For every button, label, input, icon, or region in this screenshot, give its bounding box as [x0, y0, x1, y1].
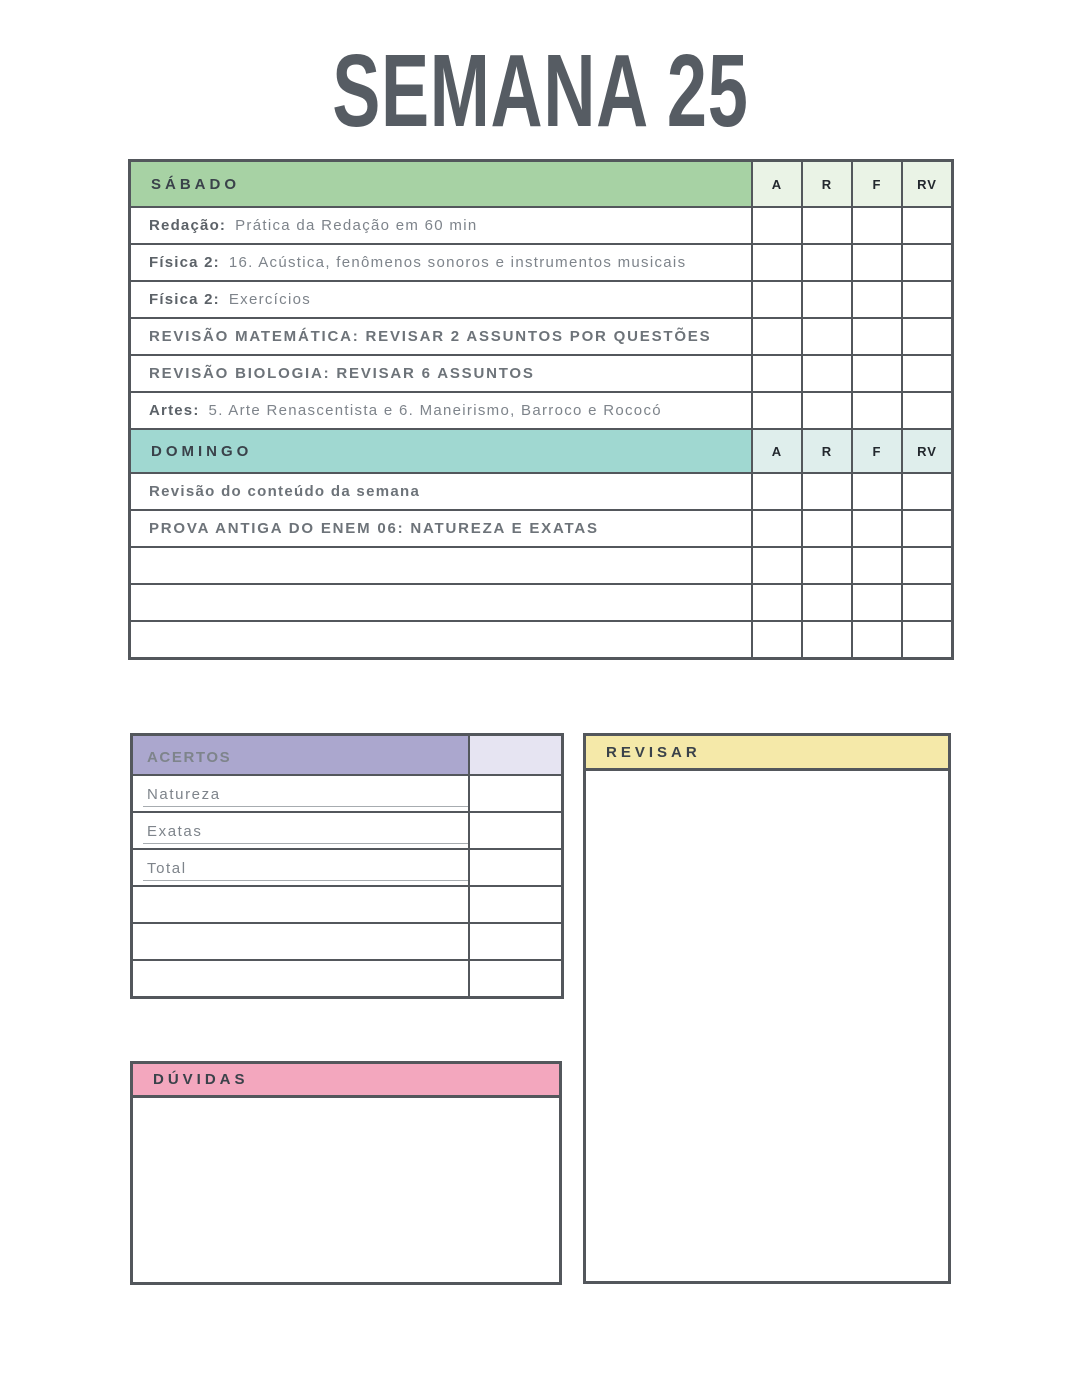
checkbox-rv-cell[interactable] [901, 511, 951, 546]
sabado-task-row-1 [131, 206, 951, 243]
check-col-header-rv: RV [901, 430, 951, 472]
sabado-task-row-3 [131, 280, 951, 317]
check-col-header-rv: RV [901, 162, 951, 206]
domingo-task-row-1 [131, 472, 951, 509]
checkbox-f-cell[interactable] [851, 319, 901, 354]
checkbox-f-cell[interactable] [851, 511, 901, 546]
acertos-header-score-cell [468, 736, 561, 774]
check-col-header-f: F [851, 430, 901, 472]
checkbox-a-cell[interactable] [751, 548, 801, 583]
acertos-value-cell[interactable] [468, 887, 561, 922]
acertos-row-label[interactable] [133, 924, 468, 959]
checkbox-r-cell[interactable] [801, 282, 851, 317]
checkbox-a-cell[interactable] [751, 245, 801, 280]
acertos-row-label: Total [133, 850, 468, 885]
acertos-header-label: ACERTOS [133, 736, 468, 774]
day-label: DOMINGO [131, 430, 751, 472]
checkbox-f-cell[interactable] [851, 245, 901, 280]
domingo-task-row-3 [131, 546, 951, 583]
checkbox-r-cell[interactable] [801, 474, 851, 509]
checkbox-r-cell[interactable] [801, 356, 851, 391]
checkbox-f-cell[interactable] [851, 393, 901, 428]
checkbox-rv-cell[interactable] [901, 548, 951, 583]
task-text-cell[interactable] [131, 622, 751, 657]
checkbox-f-cell[interactable] [851, 208, 901, 243]
revisar-box [583, 733, 951, 1284]
acertos-row-label[interactable] [133, 887, 468, 922]
task-text-cell [131, 208, 751, 243]
acertos-row-2 [133, 811, 561, 848]
domingo-header-row [131, 428, 951, 472]
task-label: PROVA ANTIGA DO ENEM 06: NATUREZA E EXATAS [149, 520, 599, 537]
checkbox-r-cell[interactable] [801, 511, 851, 546]
weekend-table [128, 159, 954, 660]
checkbox-r-cell[interactable] [801, 585, 851, 620]
task-text-cell [131, 393, 751, 428]
check-col-header-a: A [751, 162, 801, 206]
acertos-value-cell[interactable] [468, 813, 561, 848]
check-col-header-f: F [851, 162, 901, 206]
acertos-row-4 [133, 885, 561, 922]
task-text-cell [131, 511, 751, 546]
checkbox-rv-cell[interactable] [901, 585, 951, 620]
acertos-row-3 [133, 848, 561, 885]
checkbox-r-cell[interactable] [801, 208, 851, 243]
acertos-row-label[interactable] [133, 961, 468, 996]
checkbox-f-cell[interactable] [851, 548, 901, 583]
task-label: REVISÃO MATEMÁTICA: REVISAR 2 ASSUNTOS POR QUESTÕES [149, 328, 712, 345]
checkbox-r-cell[interactable] [801, 622, 851, 657]
acertos-value-cell[interactable] [468, 924, 561, 959]
sabado-task-row-5 [131, 354, 951, 391]
task-label: 5. Arte Renascentista e 6. Maneirismo, Barroco e Rococó [208, 402, 662, 419]
revisar-notes-area[interactable] [583, 768, 951, 1284]
acertos-header-row [133, 736, 561, 774]
checkbox-f-cell[interactable] [851, 622, 901, 657]
acertos-row-6 [133, 959, 561, 996]
task-prefix: Artes: [149, 402, 200, 419]
task-label: Prática da Redação em 60 min [235, 217, 478, 234]
checkbox-rv-cell[interactable] [901, 622, 951, 657]
task-prefix: Física 2: [149, 254, 220, 271]
acertos-row-label: Exatas [133, 813, 468, 848]
checkbox-a-cell[interactable] [751, 393, 801, 428]
checkbox-rv-cell[interactable] [901, 319, 951, 354]
checkbox-f-cell[interactable] [851, 585, 901, 620]
duvidas-header: DÚVIDAS [130, 1061, 562, 1098]
task-text-cell [131, 356, 751, 391]
duvidas-box [130, 1061, 562, 1285]
acertos-value-cell[interactable] [468, 961, 561, 996]
checkbox-f-cell[interactable] [851, 356, 901, 391]
domingo-task-row-5 [131, 620, 951, 657]
check-col-header-r: R [801, 430, 851, 472]
revisar-header: REVISAR [583, 733, 951, 771]
checkbox-r-cell[interactable] [801, 319, 851, 354]
checkbox-a-cell[interactable] [751, 356, 801, 391]
domingo-task-row-2 [131, 509, 951, 546]
acertos-table [130, 733, 564, 999]
checkbox-a-cell[interactable] [751, 208, 801, 243]
check-col-header-r: R [801, 162, 851, 206]
checkbox-rv-cell[interactable] [901, 393, 951, 428]
task-label: Revisão do conteúdo da semana [149, 483, 421, 500]
task-text-cell[interactable] [131, 585, 751, 620]
checkbox-r-cell[interactable] [801, 548, 851, 583]
page-title [0, 32, 1080, 148]
sabado-task-row-2 [131, 243, 951, 280]
checkbox-a-cell[interactable] [751, 511, 801, 546]
task-text-cell [131, 282, 751, 317]
task-prefix: Redação: [149, 217, 227, 234]
sabado-task-row-6 [131, 391, 951, 428]
checkbox-a-cell[interactable] [751, 585, 801, 620]
page-title-text: SEMANA 25 [331, 32, 749, 148]
domingo-task-row-4 [131, 583, 951, 620]
task-prefix: Física 2: [149, 291, 220, 308]
acertos-row-label: Natureza [133, 776, 468, 811]
acertos-row-5 [133, 922, 561, 959]
sabado-header-row [131, 162, 951, 206]
checkbox-rv-cell[interactable] [901, 356, 951, 391]
acertos-value-cell[interactable] [468, 850, 561, 885]
checkbox-r-cell[interactable] [801, 245, 851, 280]
check-col-header-a: A [751, 430, 801, 472]
checkbox-rv-cell[interactable] [901, 208, 951, 243]
checkbox-a-cell[interactable] [751, 319, 801, 354]
task-text-cell [131, 319, 751, 354]
task-label: REVISÃO BIOLOGIA: REVISAR 6 ASSUNTOS [149, 365, 535, 382]
task-text-cell[interactable] [131, 548, 751, 583]
checkbox-a-cell[interactable] [751, 622, 801, 657]
checkbox-f-cell[interactable] [851, 282, 901, 317]
acertos-value-cell[interactable] [468, 776, 561, 811]
checkbox-a-cell[interactable] [751, 282, 801, 317]
duvidas-notes-area[interactable] [130, 1095, 562, 1285]
checkbox-rv-cell[interactable] [901, 245, 951, 280]
sabado-task-row-4 [131, 317, 951, 354]
checkbox-rv-cell[interactable] [901, 282, 951, 317]
checkbox-a-cell[interactable] [751, 474, 801, 509]
task-label: Exercícios [228, 291, 312, 308]
checkbox-r-cell[interactable] [801, 393, 851, 428]
acertos-row-1 [133, 774, 561, 811]
task-text-cell [131, 474, 751, 509]
day-label: SÁBADO [131, 162, 751, 206]
task-text-cell [131, 245, 751, 280]
checkbox-rv-cell[interactable] [901, 474, 951, 509]
checkbox-f-cell[interactable] [851, 474, 901, 509]
task-label: 16. Acústica, fenômenos sonoros e instrumentos musicais [228, 254, 687, 271]
